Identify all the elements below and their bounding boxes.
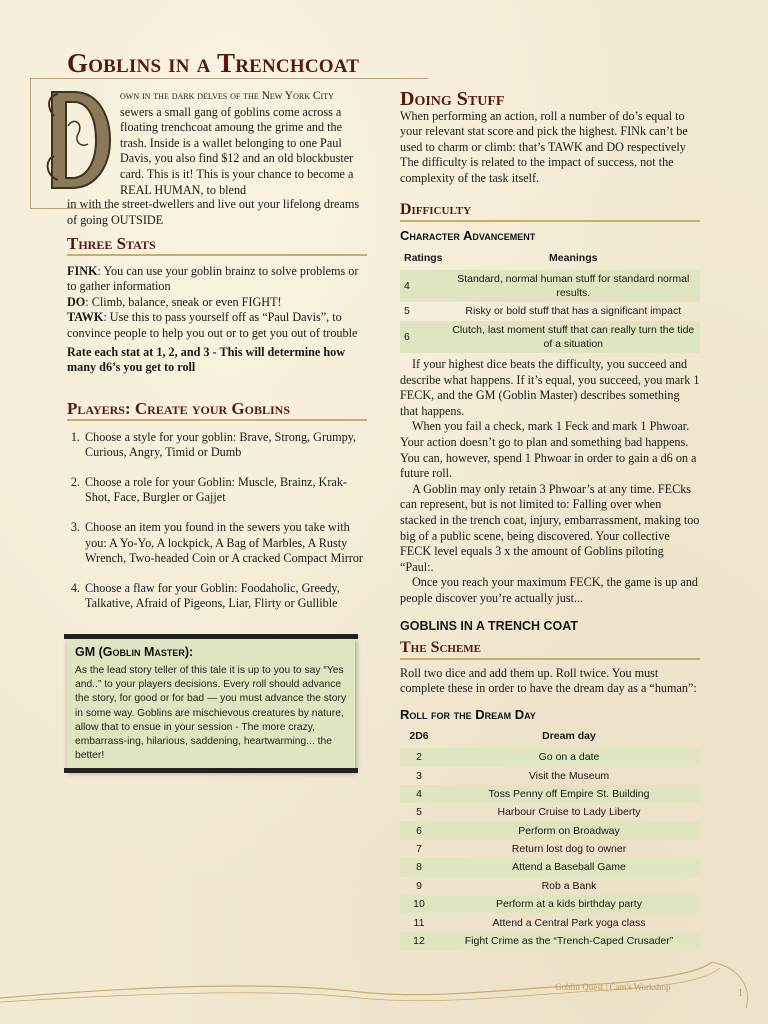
doing-stuff-heading: Doing Stuff bbox=[400, 88, 505, 110]
intro-first-words: own in the dark delves of the New York City bbox=[120, 90, 334, 102]
table-row: 6 Perform on Broadway bbox=[400, 821, 700, 839]
table-header: Meanings bbox=[549, 252, 598, 265]
scheme-heading: The Scheme bbox=[400, 639, 482, 656]
table-header: Ratings bbox=[404, 252, 443, 265]
doing-stuff-body: When performing an action, roll a number of do’s equal to your relevant stat score and pick the highest. FINk can’t be used to charm or climb: that’s TAWK and DO respectively The difficulty is related to the impact of success, not the complexity of the task itself. bbox=[400, 108, 688, 185]
section-rule bbox=[400, 658, 700, 660]
dream-day-table bbox=[400, 726, 700, 950]
scheme-body: Roll two dice and add them up. Roll twice. You must complete these in order to have the dream day as a “human”: bbox=[400, 665, 697, 696]
table-row: 10 Perform at a kids birthday party bbox=[400, 895, 700, 913]
page-title: Goblins in a Trenchcoat bbox=[67, 48, 360, 78]
section-rule bbox=[400, 220, 700, 222]
scheme-section bbox=[400, 640, 700, 950]
table-row: 5 Risky or bold stuff that has a significant impact bbox=[404, 305, 682, 318]
list-item: 2. Choose a role for your Goblin: Muscle, Brainz, Krak-Shot, Face, Burgler or Gajjet bbox=[83, 475, 367, 506]
dropcap-d-icon bbox=[44, 86, 114, 194]
table-row: 2 Go on a date bbox=[400, 748, 700, 766]
table-header: Dream day bbox=[542, 730, 596, 743]
dream-day-heading: Roll for the Dream Day bbox=[400, 706, 536, 722]
list-item: 3. Choose an item you found in the sewers you take with you: A Yo-Yo, A lockpick, A Bag of Marbles, A Rusty Wrench, Two-headed Coin or A cracked Compact Mirror bbox=[83, 520, 367, 567]
footer-text: Goblin Quest | Cam's Workshop bbox=[555, 982, 671, 992]
intro-continuation: in with the street-dwellers and live out your lifelong dreams of going OUTSIDE bbox=[67, 197, 360, 227]
table-header: 2D6 bbox=[409, 730, 429, 743]
table-row: 7 Return lost dog to owner bbox=[416, 843, 627, 856]
rules-paragraph: If your highest dice beats the difficulty, you succeed and describe what happens. If it’s equal, you succeed, you mark 1 FECK, and the GM (Goblin Master) describes something that happens. bbox=[400, 357, 700, 418]
table-row: 4 Toss Penny off Empire St. Building bbox=[400, 785, 700, 803]
stat-do: DO: Climb, balance, sneak or even FIGHT! bbox=[67, 294, 282, 309]
rules-paragraph: A Goblin may only retain 3 Phwoar’s at any time. FECks can represent, but is not limited to: Falling over when stacked in the trench coat, injury, embarrassment, making too big of a public scene, being discovered. Your collective FECK level equals 3 x the amount of Goblins piloting “Paul:. bbox=[400, 481, 700, 574]
tagline: GOBLINS IN A TRENCH COAT bbox=[400, 618, 579, 633]
table-row: 9 Rob a Bank bbox=[416, 879, 597, 892]
table-row: 6 Clutch, last moment stuff that can really turn the tide of a situation bbox=[400, 321, 700, 353]
stat-tawk: TAWK: Use this to pass yourself off as “Paul Davis”, to convince people to help you out or to get you out of trouble bbox=[67, 310, 358, 340]
note-top-bar bbox=[64, 634, 358, 639]
intro-body: sewers a small gang of goblins come across a floating trenchcoat amoung the grime and the trash. Inside is a wallet belonging to one Paul Davis, you also find $12 and an old blockbuster card. This is it! This is your chance to become a REAL HUMAN, to blend bbox=[120, 104, 354, 197]
table-row: 4 Standard, normal human stuff for standard normal results. bbox=[400, 270, 700, 302]
table-row: 8 Attend a Baseball Game bbox=[400, 858, 700, 876]
players-section bbox=[67, 401, 367, 626]
table-row: 3 Visit the Museum bbox=[416, 769, 610, 782]
table-row: 5 Harbour Cruise to Lady Liberty bbox=[416, 806, 641, 819]
title-frame-left bbox=[30, 78, 31, 208]
rules-paragraph: Once you reach your maximum FECK, the game is up and people discover you’re actually just... bbox=[400, 575, 699, 605]
character-advancement-heading: Character Advancement bbox=[400, 227, 536, 243]
section-rule bbox=[67, 419, 367, 421]
rules-section bbox=[400, 357, 700, 634]
difficulty-table bbox=[400, 248, 700, 353]
gm-body: As the lead story teller of this tale it is up to you to say “Yes and..” to your players decisions. Every roll should advance the story, for good or for bad — you must advance the story in some way. Goblins are mischievous creatures by nature, allow that to ensue in your session - The more crazy, embarrass-ing, hilarious, saddening, heartwarming... the better! bbox=[75, 665, 347, 762]
doing-stuff-section bbox=[400, 88, 700, 187]
stat-rate-note: Rate each stat at 1, 2, and 3 - This will determine how many d6’s you get to roll bbox=[67, 344, 346, 375]
page-number: 1 bbox=[738, 988, 743, 999]
section-rule bbox=[67, 254, 367, 256]
gm-title: GM (Goblin Master): bbox=[75, 645, 194, 659]
gm-note-box bbox=[67, 637, 355, 770]
three-stats-section bbox=[67, 236, 367, 376]
rules-paragraph: When you fail a check, mark 1 Feck and mark 1 Phwoar. Your action doesn’t go to plan and something bad happens. You can, however, spend 1 Phwoar in order to gain a d6 on a future roll. bbox=[400, 419, 697, 481]
players-heading: Players: Create your Goblins bbox=[67, 399, 291, 418]
difficulty-heading: Difficulty bbox=[400, 201, 472, 218]
stat-fink: FINK: You can use your goblin brainz to solve problems or to gather information bbox=[67, 263, 359, 294]
difficulty-section bbox=[400, 202, 700, 353]
players-list bbox=[67, 430, 367, 612]
list-item: 4. Choose a flaw for your Goblin: Foodaholic, Greedy, Talkative, Afraid of Pigeons, Liar, Flirty or Gullible bbox=[83, 581, 367, 612]
table-row: 11 Attend a Central Park yoga class bbox=[413, 916, 646, 929]
intro-paragraph bbox=[120, 88, 370, 198]
note-bottom-bar bbox=[64, 768, 358, 773]
list-item: 1. Choose a style for your goblin: Brave, Strong, Grumpy, Curious, Angry, Timid or Dumb bbox=[83, 430, 367, 461]
table-row: 12 Fight Crime as the “Trench-Caped Crusader” bbox=[400, 932, 700, 950]
three-stats-heading: Three Stats bbox=[67, 234, 156, 253]
